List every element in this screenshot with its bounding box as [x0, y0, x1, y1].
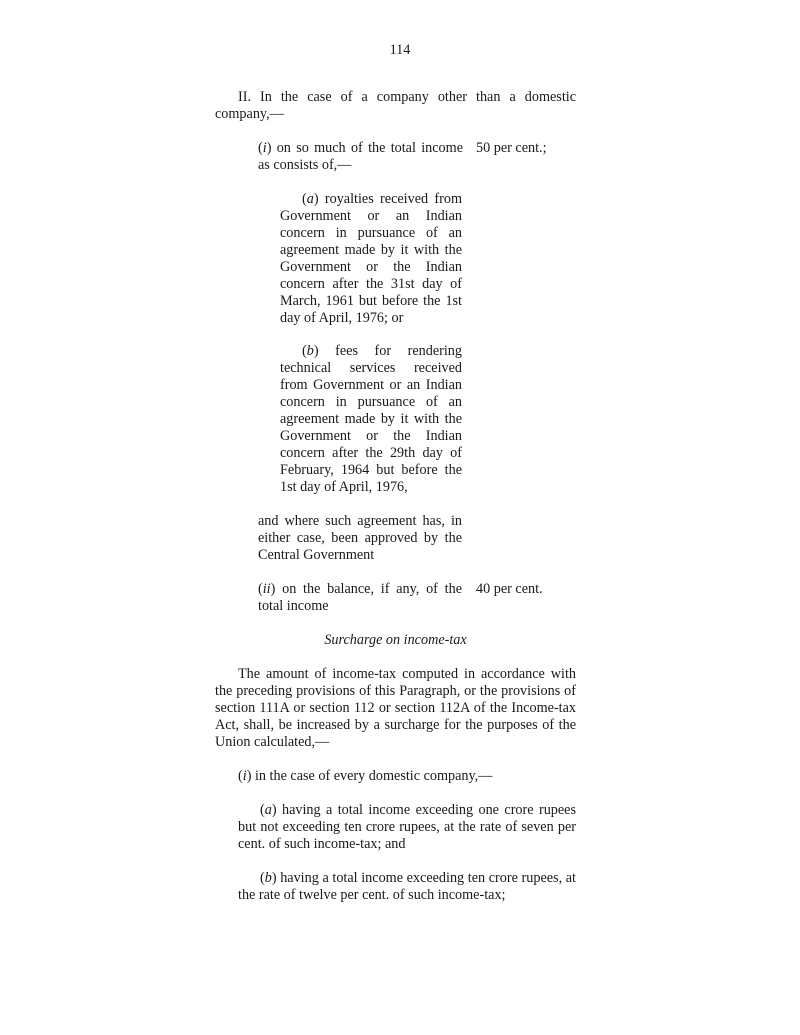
section-ii-paragraph: II. In the case of a company other than a domestic company,—	[215, 89, 576, 122]
agreement-approval-text: and where such agreement has, in either case, been approved by the Central Government	[258, 513, 462, 563]
domestic-company-item: (i) in the case of every domestic company,—	[238, 768, 493, 784]
item-i-text: (i) on so much of the total income as consists of,—	[258, 140, 463, 173]
page-number: 114	[389, 42, 411, 58]
domestic-clause-a: (a) having a total income exceeding one crore rupees but not exceeding ten crore rupees, at the rate of seven per cent. of such income-tax; and	[238, 802, 576, 852]
surcharge-heading: Surcharge on income-tax	[324, 632, 467, 648]
item-i-rate: 50 per cent.;	[476, 140, 547, 156]
surcharge-paragraph: The amount of income-tax computed in accordance with the preceding provisions of this Paragraph, or the provisions of section 111A or section 112 or section 112A of the Income-tax Act, shall, be increased by a surcharge for the purposes of the Union calculated,—	[215, 666, 576, 750]
domestic-clause-b: (b) having a total income exceeding ten crore rupees, at the rate of twelve per cent. of such income-tax;	[238, 870, 576, 903]
clause-a-text: (a) royalties received from Government or an Indian concern in pursuance of an agreement made by it with the Government or the Indian concern after the 31st day of March, 1961 but before the 1st day of April, 1976; or	[280, 191, 462, 326]
item-ii-text: (ii) on the balance, if any, of the total income	[258, 581, 462, 614]
clause-b-text: (b) fees for rendering technical services received from Government or an Indian concern in pursuance of an agreement made by it with the Government or the Indian concern after the 29th day of February, 1964 but before the 1st day of April, 1976,	[280, 343, 462, 495]
item-ii-rate: 40 per cent.	[476, 581, 543, 597]
